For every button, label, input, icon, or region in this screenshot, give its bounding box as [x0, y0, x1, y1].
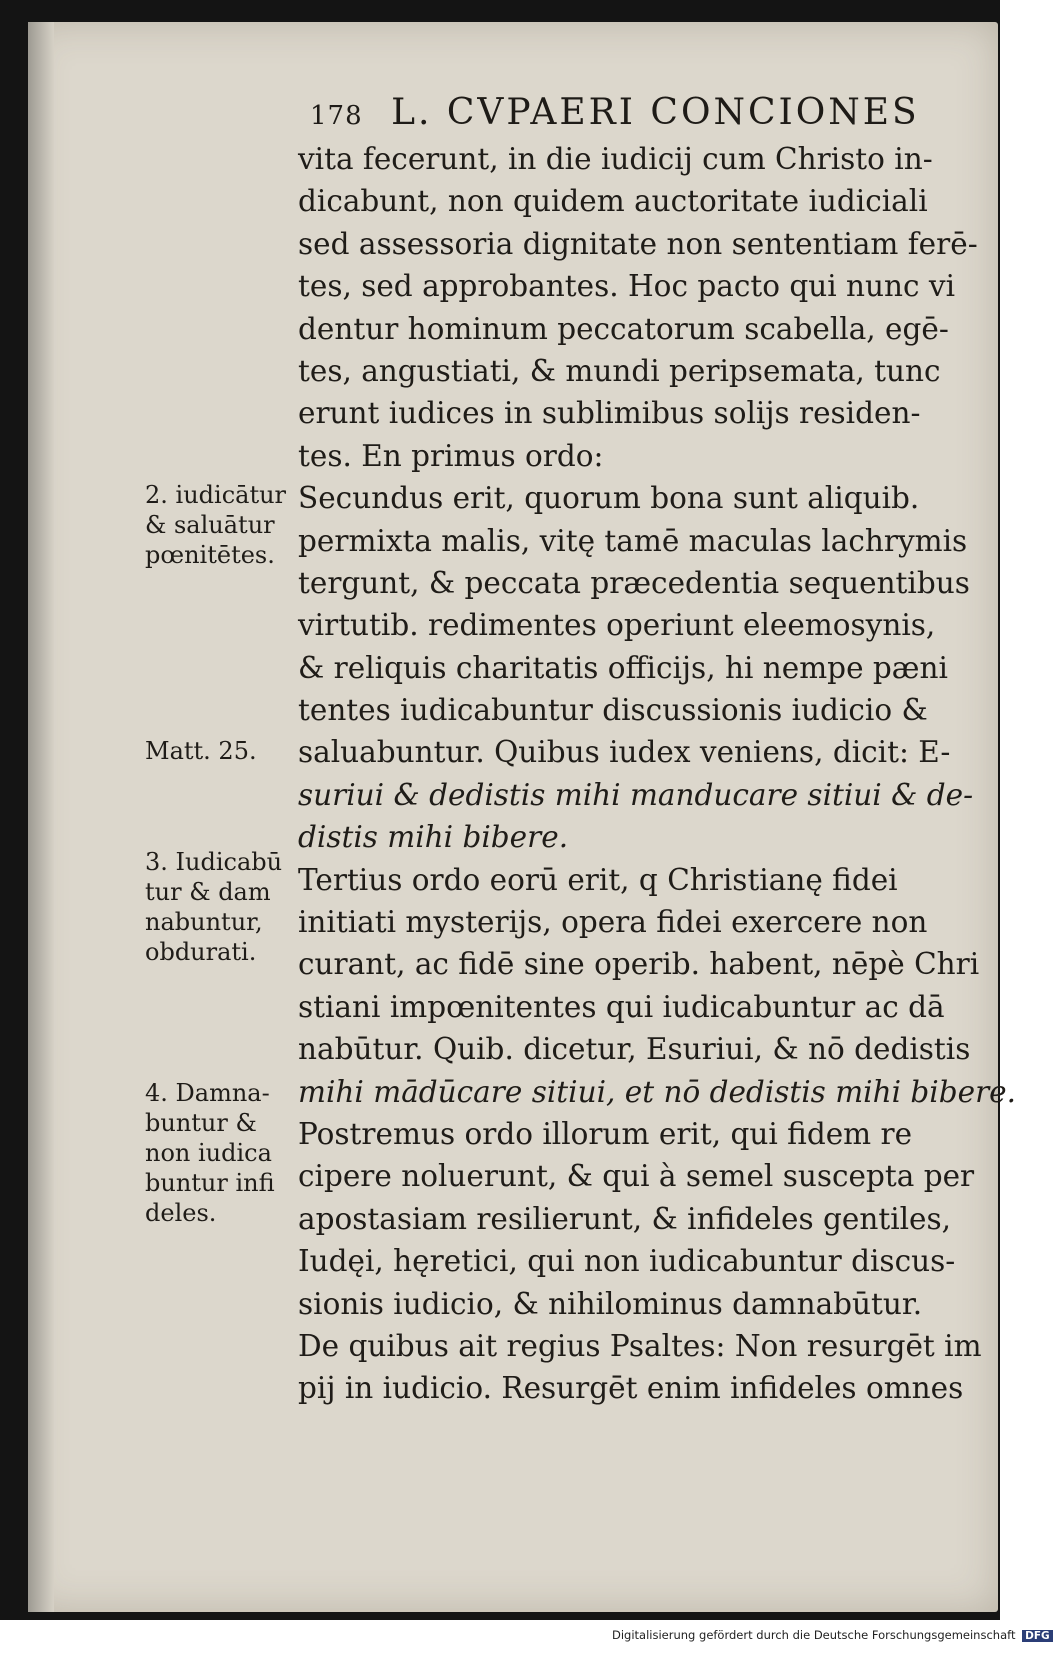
text-line: tes, sed approbantes. Hoc pacto qui nunc vi	[298, 269, 956, 304]
main-text-block	[298, 138, 1017, 1410]
text-line: dicabunt, non quidem auctoritate iudiciali	[298, 184, 928, 219]
margin-line: buntur &	[145, 1109, 257, 1137]
text-line: tergunt, & peccata præcedentia sequentibus	[298, 565, 970, 600]
text-line: vita fecerunt, in die iudicij cum Christo in-	[298, 142, 933, 176]
text-line: erunt iudices in sublimibus solijs residen-	[298, 396, 921, 431]
margin-line: obdurati.	[145, 938, 257, 966]
margin-line: pœnitētes.	[145, 541, 275, 569]
text-line: virtutib. redimentes operiunt eleemosynis,	[298, 608, 936, 643]
margin-line: deles.	[145, 1199, 217, 1227]
text-line: De quibus ait regius Psaltes: Non resurgēt im	[298, 1328, 982, 1363]
text-line: Postremus ordo illorum erit, qui fidem re	[298, 1116, 913, 1151]
text-line: sed assessoria dignitate non sententiam ferē-	[298, 226, 978, 261]
text-line: tes. En primus ordo:	[298, 438, 604, 473]
text-line: sionis iudicio, & nihilominus damnabūtur.	[298, 1286, 923, 1321]
text-line: tentes iudicabuntur discussionis iudicio &	[298, 693, 928, 728]
dfg-logo: DFG	[1022, 1630, 1053, 1642]
margin-note-matt	[145, 736, 305, 766]
text-line: suriui & dedistis mihi manducare sitiui & de-	[298, 777, 974, 812]
text-line: permixta malis, vitę tamē maculas lachrymis	[298, 523, 968, 558]
text-line: Iudęi, hęretici, qui non iudicabuntur discus-	[298, 1244, 956, 1279]
margin-line: 3. Iudicabū	[145, 848, 283, 876]
margin-line: 2. iudicātur	[145, 481, 287, 509]
text-line: dentur hominum peccatorum scabella, egē-	[298, 311, 949, 346]
margin-line: non iudica	[145, 1139, 272, 1167]
running-header	[310, 92, 950, 133]
text-line: Secundus erit, quorum bona sunt aliquib.	[298, 481, 920, 516]
margin-line: buntur infi	[145, 1169, 275, 1197]
margin-note-2	[145, 480, 305, 570]
text-line: curant, ac fidē sine operib. habent, nēpè Chri	[298, 947, 980, 982]
margin-line: nabuntur,	[145, 908, 263, 936]
page-number: 178	[310, 101, 363, 131]
margin-line: & saluātur	[145, 511, 275, 539]
text-line: apostasiam resilierunt, & infideles gentiles,	[298, 1201, 952, 1236]
text-line: mihi mādūcare sitiui, et nō dedistis mihi bibere.	[298, 1074, 1017, 1109]
credit-text: Digitalisierung gefördert durch die Deutsche Forschungsgemeinschaft	[612, 1628, 1016, 1642]
digitization-credit	[612, 1628, 1053, 1642]
margin-note-3	[145, 847, 305, 967]
text-line: tes, angustiati, & mundi peripsemata, tunc	[298, 353, 941, 388]
text-line: nabūtur. Quib. dicetur, Esuriui, & nō dedistis	[298, 1032, 971, 1067]
page-gutter-shadow	[28, 22, 54, 1612]
text-line: & reliquis charitatis officijs, hi nempe pæni	[298, 650, 948, 685]
text-line: initiati mysterijs, opera fidei exercere non	[298, 905, 928, 940]
text-line: stiani impœnitentes qui iudicabuntur ac dā	[298, 989, 945, 1024]
text-line: pij in iudicio. Resurgēt enim infideles omnes	[298, 1371, 964, 1406]
margin-line: 4. Damna-	[145, 1079, 270, 1107]
text-line: distis mihi bibere.	[298, 820, 569, 855]
margin-line: Matt. 25.	[145, 737, 257, 765]
running-title: L. CVPAERI CONCIONES	[391, 92, 920, 133]
margin-note-4	[145, 1078, 305, 1228]
text-line: saluabuntur. Quibus iudex veniens, dicit: E-	[298, 735, 951, 770]
text-line: cipere noluerunt, & qui à semel suscepta per	[298, 1159, 975, 1194]
margin-line: tur & dam	[145, 878, 271, 906]
text-line: Tertius ordo eorū erit, q Christianę fidei	[298, 862, 898, 897]
